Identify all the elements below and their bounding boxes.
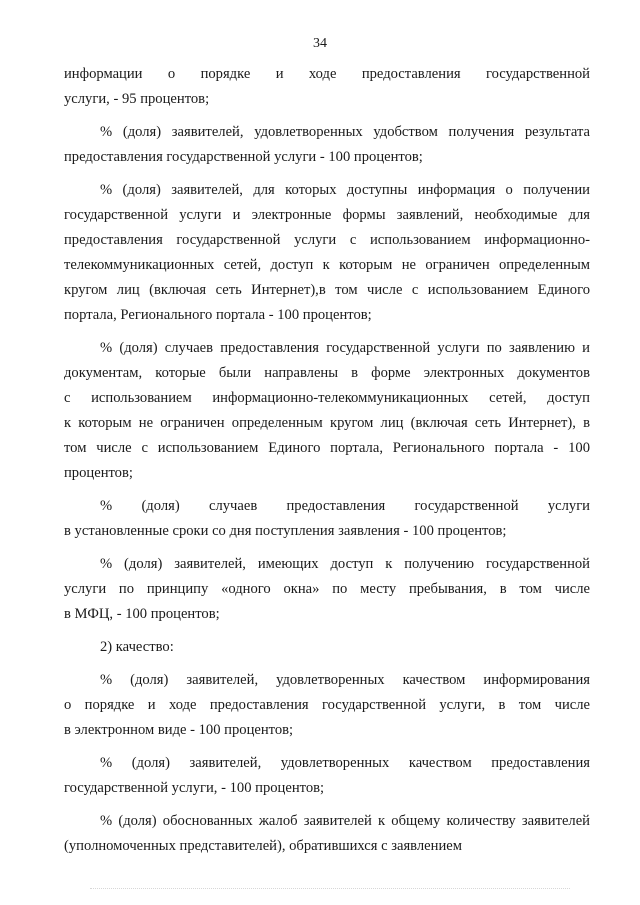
paragraph <box>64 120 590 170</box>
paragraph-gap <box>64 627 590 635</box>
paragraph-gap <box>64 486 590 494</box>
paragraph-gap <box>64 743 590 751</box>
text-line: % (доля) случаев предоставления государственной услуги <box>100 498 590 514</box>
text-line: информации о порядке и ходе предоставления государственной <box>64 66 590 82</box>
text-line: % (доля) заявителей, удовлетворенных качеством предоставления <box>100 755 590 771</box>
text-line: кругом лиц (включая сеть Интернет),в том числе с использованием Единого <box>64 282 590 298</box>
paragraph-gap <box>64 328 590 336</box>
text-line: о порядке и ходе предоставления государственной услуги, в том числе <box>64 697 590 713</box>
page-number: 34 <box>313 36 327 51</box>
scan-artifact-line <box>90 888 570 893</box>
text-line: телекоммуникационных сетей, доступ к которым не ограничен определенным <box>64 257 590 273</box>
text-line: к которым не ограничен определенным кругом лиц (включая сеть Интернет), в <box>64 415 590 431</box>
text-line: (уполномоченных представителей), обратившихся с заявлением <box>64 838 462 854</box>
text-line: % (доля) обоснованных жалоб заявителей к общему количеству заявителей <box>100 813 590 829</box>
paragraph <box>64 809 590 859</box>
paragraph-gap <box>64 544 590 552</box>
text-line: предоставления государственной услуги - 100 процентов; <box>64 149 423 165</box>
paragraph <box>64 494 590 544</box>
paragraph-gap <box>64 170 590 178</box>
paragraph-gap <box>64 801 590 809</box>
paragraph <box>64 635 590 660</box>
text-line: 2) качество: <box>100 639 174 655</box>
text-line: % (доля) заявителей, для которых доступны информация о получении <box>100 182 590 198</box>
text-line: % (доля) заявителей, имеющих доступ к получению государственной <box>100 556 590 572</box>
paragraph <box>64 552 590 627</box>
text-line: процентов; <box>64 465 133 481</box>
text-line: государственной услуги и электронные формы заявлений, необходимые для <box>64 207 590 223</box>
text-line: документам, которые были направлены в форме электронных документов <box>64 365 590 381</box>
text-line: услуги по принципу «одного окна» по месту пребывания, в том числе <box>64 581 590 597</box>
text-line: в установленные сроки со дня поступления заявления - 100 процентов; <box>64 523 507 539</box>
paragraph <box>64 178 590 328</box>
text-line: том числе с использованием Единого портала, Регионального портала - 100 <box>64 440 590 456</box>
text-line: портала, Регионального портала - 100 процентов; <box>64 307 372 323</box>
text-line: % (доля) случаев предоставления государственной услуги по заявлению и <box>100 340 590 356</box>
text-line: государственной услуги, - 100 процентов; <box>64 780 325 796</box>
text-line: % (доля) заявителей, удовлетворенных удобством получения результата <box>100 124 590 140</box>
paragraph-gap <box>64 660 590 668</box>
paragraph <box>64 336 590 486</box>
text-line: предоставления государственной услуги с использованием информационно- <box>64 232 590 248</box>
text-line: услуги, - 95 процентов; <box>64 91 210 107</box>
paragraph <box>64 62 590 112</box>
text-line: в электронном виде - 100 процентов; <box>64 722 294 738</box>
text-line: % (доля) заявителей, удовлетворенных качеством информирования <box>100 672 590 688</box>
paragraph-gap <box>64 112 590 120</box>
text-line: с использованием информационно-телекоммуникационных сетей, доступ <box>64 390 590 406</box>
paragraph <box>64 668 590 743</box>
document-body <box>64 62 590 859</box>
text-line: в МФЦ, - 100 процентов; <box>64 606 220 622</box>
paragraph <box>64 751 590 801</box>
